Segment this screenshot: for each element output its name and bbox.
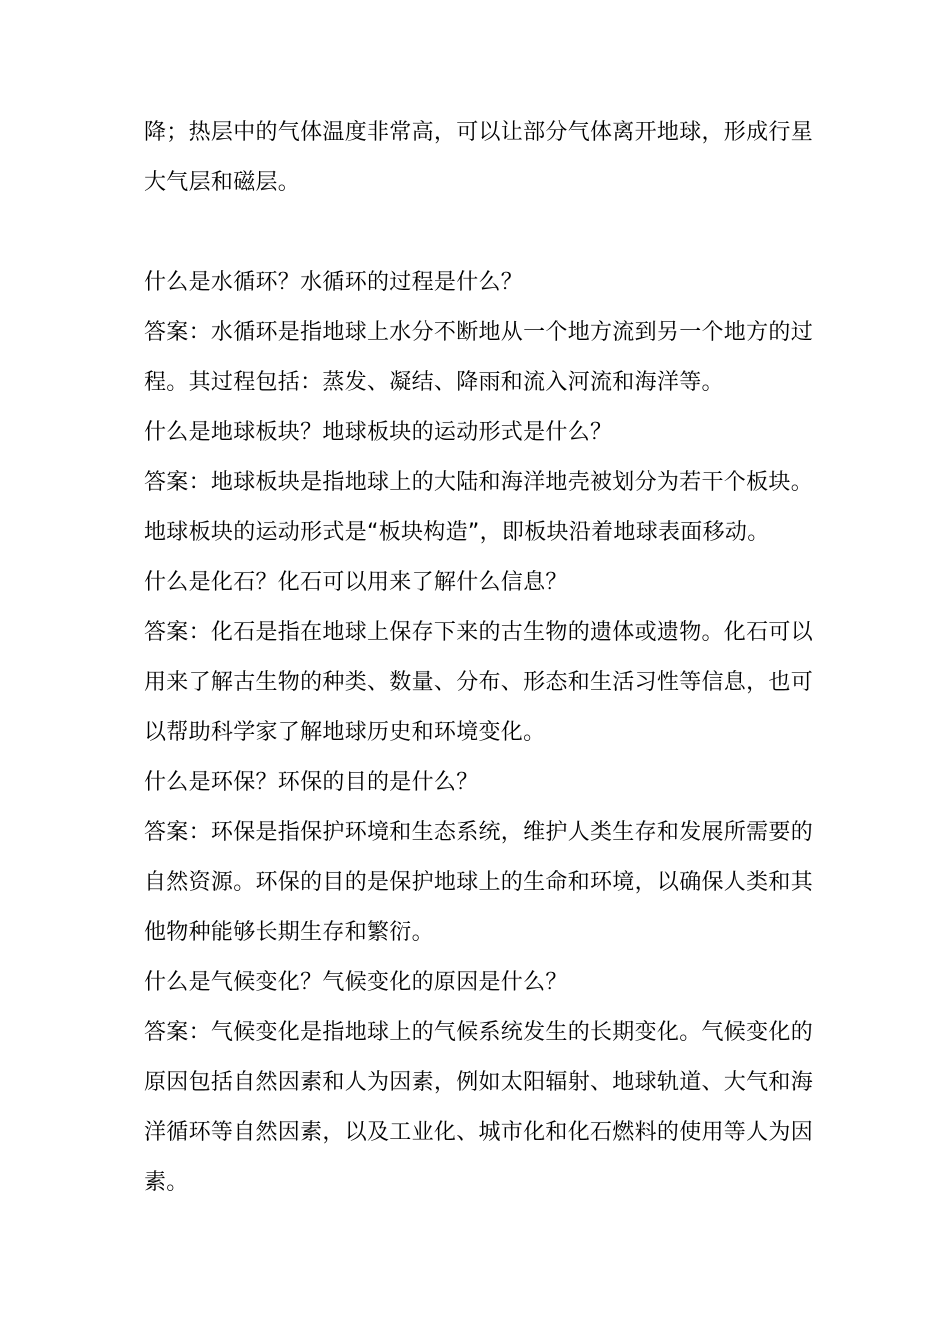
answer-climate-line-3: 洋循环等自然因素，以及工业化、城市化和化石燃料的使用等人为因 bbox=[144, 1120, 814, 1145]
answer-environment-line-1: 答案：环保是指保护环境和生态系统，维护人类生存和发展所需要的 bbox=[144, 820, 814, 845]
intro-line-1: 降；热层中的气体温度非常高，可以让部分气体离开地球，形成行星 bbox=[144, 120, 814, 145]
answer-climate-line-2: 原因包括自然因素和人为因素，例如太阳辐射、地球轨道、大气和海 bbox=[144, 1070, 814, 1095]
question-fossils: 什么是化石？化石可以用来了解什么信息？ bbox=[144, 570, 568, 595]
answer-climate-line-1: 答案：气候变化是指地球上的气候系统发生的长期变化。气候变化的 bbox=[144, 1020, 814, 1045]
question-climate: 什么是气候变化？气候变化的原因是什么？ bbox=[144, 970, 568, 995]
question-environment: 什么是环保？环保的目的是什么？ bbox=[144, 770, 479, 795]
answer-plates-line-1: 答案：地球板块是指地球上的大陆和海洋地壳被划分为若干个板块。 bbox=[144, 470, 814, 495]
question-water-cycle: 什么是水循环？水循环的过程是什么？ bbox=[144, 270, 524, 295]
answer-environment-line-3: 他物种能够长期生存和繁衍。 bbox=[144, 920, 434, 945]
answer-climate-line-4: 素。 bbox=[144, 1170, 189, 1195]
answer-fossils-line-2: 用来了解古生物的种类、数量、分布、形态和生活习性等信息，也可 bbox=[144, 670, 814, 695]
answer-plates-line-2: 地球板块的运动形式是“板块构造”，即板块沿着地球表面移动。 bbox=[144, 520, 770, 545]
answer-fossils-line-3: 以帮助科学家了解地球历史和环境变化。 bbox=[144, 720, 546, 745]
answer-water-cycle-line-2: 程。其过程包括：蒸发、凝结、降雨和流入河流和海洋等。 bbox=[144, 370, 724, 395]
question-plates: 什么是地球板块？地球板块的运动形式是什么？ bbox=[144, 420, 613, 445]
answer-environment-line-2: 自然资源。环保的目的是保护地球上的生命和环境，以确保人类和其 bbox=[144, 870, 814, 895]
answer-fossils-line-1: 答案：化石是指在地球上保存下来的古生物的遗体或遗物。化石可以 bbox=[144, 620, 814, 645]
intro-paragraph bbox=[144, 108, 816, 208]
answer-water-cycle-line-1: 答案：水循环是指地球上水分不断地从一个地方流到另一个地方的过 bbox=[144, 320, 814, 345]
qa-section bbox=[144, 258, 816, 1208]
intro-line-2: 大气层和磁层。 bbox=[144, 170, 301, 195]
